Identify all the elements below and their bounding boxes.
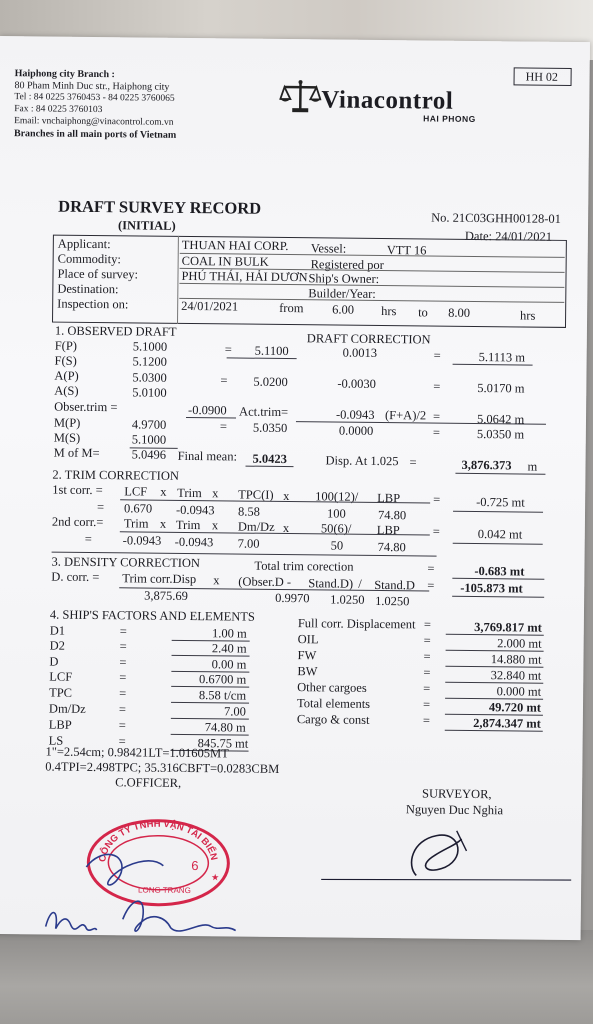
eq-sign: = — [423, 665, 431, 680]
commodity-value: COAL IN BULK — [181, 253, 269, 269]
h-stand-d-2: Stand.D — [374, 577, 415, 593]
fp-label: F(P) — [54, 338, 78, 353]
h-trim-corr-disp: Trim corr.Disp — [122, 571, 197, 587]
element-label: Full corr. Displacement — [297, 616, 416, 632]
final-mean-value: 5.0423 — [252, 451, 288, 467]
hrs-label-1: hrs — [381, 304, 397, 319]
eq-sign: = — [423, 681, 431, 696]
eq-sign: = — [432, 425, 441, 440]
eq-sign: = — [423, 633, 431, 648]
applicant-value: THUAN HAI CORP. — [181, 237, 289, 254]
aft-result: 5.0170 m — [477, 381, 525, 396]
element-value: 14.880 mt — [490, 652, 542, 667]
obs-trim-value: -0.0900 — [188, 402, 227, 418]
second-val-50: 50 — [330, 538, 344, 553]
eq-sign: = — [427, 578, 435, 593]
ms-value: 5.1000 — [131, 432, 167, 447]
element-value: 3,769.817 mt — [474, 619, 542, 635]
density-heading: 3. DENSITY CORRECTION — [51, 554, 201, 571]
forward-correction: 0.0013 — [342, 345, 378, 360]
first-val-tpc: 8.58 — [237, 504, 260, 519]
to-time: 8.00 — [448, 305, 471, 320]
forward-result: 5.1113 m — [478, 350, 526, 365]
eq-sign: = — [84, 531, 92, 546]
h-lbp: LBP — [377, 490, 401, 506]
final-mean-label: Final mean: — [177, 448, 238, 464]
act-trim-value: -0.0943 — [335, 407, 375, 422]
fa2-value: 5.0642 m — [476, 412, 525, 427]
registered-port-label: Registered por — [310, 257, 384, 273]
first-corr-result: -0.725 mt — [476, 495, 525, 510]
vessel-value: VTT 16 — [386, 243, 427, 258]
as-value: 5.0100 — [132, 385, 167, 400]
act-trim-label: Act.trim= — [239, 404, 289, 420]
as-label: A(S) — [54, 383, 79, 398]
ap-value: 5.0300 — [132, 370, 167, 385]
form-code-box — [514, 67, 572, 86]
builder-label: Builder/Year: — [308, 286, 376, 301]
factor-value: 74.80 m — [204, 720, 246, 735]
first-val-lcf: 0.670 — [123, 501, 153, 516]
document-title: DRAFT SURVEY RECORD — [58, 196, 262, 218]
surveyor-name: Nguyen Duc Nghia — [405, 802, 504, 818]
first-val-100: 100 — [326, 506, 346, 521]
destination-label: Destination: — [57, 281, 119, 297]
fs-value: 5.1200 — [132, 354, 168, 369]
owner-label: Ship's Owner: — [308, 271, 380, 286]
factor-label: LBP — [48, 717, 72, 732]
eq-sign: = — [220, 373, 228, 388]
times-sign: x — [283, 488, 290, 504]
mid-mean: 5.0350 — [252, 420, 288, 436]
eq-sign: = — [118, 734, 126, 749]
factor-label: LS — [48, 733, 64, 748]
branch-address: 80 Pham Minh Duc str., Haiphong city — [14, 80, 170, 93]
surveyor-label: SURVEYOR, — [422, 786, 492, 802]
eq-sign: = — [422, 697, 431, 712]
second-val-lbp: 74.80 — [377, 539, 406, 555]
eq-sign: = — [433, 379, 441, 394]
ms-label: M(S) — [53, 430, 81, 445]
eq-sign: = — [119, 670, 127, 685]
scales-logo-icon — [279, 79, 321, 113]
forward-mean: 5.1100 — [254, 343, 289, 359]
total-trim-value: -0.683 mt — [474, 563, 525, 579]
stamp-star: ★ — [211, 872, 220, 883]
eq-sign: = — [224, 342, 232, 357]
factor-value: 845.75 mt — [197, 736, 249, 751]
eq-sign: = — [119, 686, 127, 701]
element-label: BW — [297, 664, 318, 679]
factor-label: D — [49, 654, 59, 669]
element-label: FW — [297, 648, 317, 663]
logo-name: Vinacontrol — [321, 86, 454, 115]
eq-sign: = — [423, 617, 431, 632]
conversion-line-1: 1"=2.54cm; 0.98421LT=1.01605MT — [45, 744, 229, 761]
officer-label: C.OFFICER, — [115, 775, 182, 790]
h-dmdz: Dm/Dz — [237, 519, 275, 534]
factor-value: 0.6700 m — [198, 672, 247, 687]
applicant-label: Applicant: — [57, 236, 111, 252]
first-corr-label: 1st corr. = — [52, 482, 103, 498]
ap-label: A(P) — [54, 368, 79, 383]
factors-heading: 4. SHIP'S FACTORS AND ELEMENTS — [49, 607, 255, 624]
factor-label: TPC — [49, 685, 73, 700]
h-stand-d-1: Stand.D) — [308, 576, 354, 591]
eq-sign: = — [422, 713, 430, 728]
element-value: 2.000 mt — [497, 636, 542, 651]
element-label: Other cargoes — [297, 680, 367, 695]
density-val-std1: 1.0250 — [330, 592, 365, 607]
commodity-label: Commodity: — [57, 251, 121, 267]
times-sign: x — [211, 518, 219, 533]
times-sign: x — [282, 520, 290, 536]
times-sign: x — [160, 484, 167, 499]
mp-value: 4.9700 — [131, 417, 167, 432]
eq-sign: = — [118, 718, 126, 733]
h-trim-a: Trim — [123, 516, 149, 531]
second-corr-label: 2nd corr.= — [51, 514, 104, 530]
branch-name: Haiphong city Branch : — [14, 68, 115, 81]
factor-value: 2.40 m — [211, 641, 247, 656]
aft-correction: -0.0030 — [337, 376, 376, 391]
place-value: PHÚ THÁI, HẢI DƯƠN — [181, 268, 308, 285]
h-100-12: 100(12)/ — [315, 489, 359, 504]
factor-value: 7.00 — [223, 704, 247, 719]
dcorr-label: D. corr. = — [51, 569, 100, 585]
factor-value: 0.00 m — [211, 657, 247, 672]
second-corr-result: 0.042 mt — [477, 527, 523, 542]
first-val-lbp: 74.80 — [377, 507, 407, 523]
vessel-label: Vessel: — [310, 241, 347, 256]
stamp-sub: LONG TRANG — [138, 885, 191, 896]
eq-sign: = — [432, 409, 441, 424]
branch-tel: Tel : 84 0225 3760453 - 84 0225 3760065 — [14, 92, 175, 104]
factor-label: Dm/Dz — [48, 701, 86, 716]
eq-sign: = — [423, 649, 431, 664]
density-val-disp: 3,875.69 — [144, 588, 188, 603]
fs-label: F(S) — [54, 353, 77, 368]
density-result: -105.873 mt — [460, 580, 523, 596]
eq-sign: = — [433, 492, 441, 507]
factor-value: 8.58 t/cm — [198, 688, 247, 703]
draft-correction-heading: DRAFT CORRECTION — [306, 331, 431, 347]
branches-note: Branches in all main ports of Vietnam — [13, 128, 177, 141]
record-date: Date: 24/01/2021 — [464, 228, 553, 244]
slash-sign: / — [358, 576, 362, 591]
branch-fax: Fax : 84 0225 3760103 — [14, 104, 103, 116]
factor-value: 1.00 m — [211, 626, 247, 641]
logo-subtitle: HAI PHONG — [423, 113, 476, 124]
eq-sign: = — [432, 524, 440, 539]
conversion-line-2: 0.4TPI=2.498TPC; 35.316CBFT=0.0283CBM — [45, 759, 280, 776]
document-subtitle: (INITIAL) — [117, 218, 176, 233]
eq-sign: = — [409, 455, 417, 470]
stamp-number: 6 — [191, 858, 199, 874]
disp-label: Disp. At 1.025 — [325, 453, 399, 469]
factor-label: D2 — [49, 638, 65, 653]
stamp-text: CÔNG TY TNHH VẬN TẢI BIỂN — [97, 818, 220, 863]
form-code: HH 02 — [525, 69, 559, 84]
mid-correction: 0.0000 — [338, 423, 374, 438]
eq-sign: = — [119, 624, 127, 639]
eq-sign: = — [427, 561, 435, 576]
factor-label: D1 — [49, 623, 66, 638]
fp-value: 5.1000 — [132, 339, 168, 354]
element-label: Total elements — [296, 696, 371, 711]
times-sign: x — [159, 516, 167, 531]
obs-trim-label: Obser.trim = — [54, 399, 118, 415]
h-tpc: TPC(I) — [238, 487, 274, 502]
displacement-value: 3,876.373 — [461, 457, 512, 473]
eq-sign: = — [119, 655, 127, 670]
inspection-label: Inspection on: — [57, 296, 129, 312]
fa2-label: (F+A)/2 — [384, 408, 427, 423]
h-lcf: LCF — [124, 484, 148, 499]
eq-sign: = — [118, 702, 127, 717]
observed-draft-heading: 1. OBSERVED DRAFT — [54, 323, 177, 339]
mofm-label: M of M= — [53, 445, 100, 461]
surveyor-signature — [316, 819, 577, 892]
aft-mean: 5.0200 — [253, 374, 288, 390]
factor-label: LCF — [49, 669, 73, 684]
element-value: 0.000 mt — [496, 684, 542, 699]
mp-label: M(P) — [53, 415, 81, 430]
first-val-trim: -0.0943 — [175, 502, 215, 518]
h-50-6: 50(6)/ — [320, 521, 352, 536]
h-obser-d: (Obser.D - — [238, 574, 292, 590]
second-val-dmdz: 7.00 — [237, 536, 260, 551]
record-number: No. 21C03GHH00128-01 — [431, 210, 562, 226]
branch-email: Email: vnchaiphong@vinacontrol.com.vn — [14, 116, 174, 128]
density-val-obs: 0.9970 — [275, 590, 310, 606]
eq-sign: = — [119, 639, 127, 654]
times-sign: x — [212, 486, 219, 501]
second-val-trim-a: -0.0943 — [122, 533, 162, 548]
eq-sign: = — [219, 419, 228, 434]
element-value: 2,874.347 mt — [473, 715, 541, 731]
to-label: to — [418, 305, 428, 320]
eq-sign: = — [96, 500, 105, 515]
second-val-trim-b: -0.0943 — [174, 534, 214, 550]
total-trim-label: Total trim corection — [254, 558, 354, 574]
mofm-value: 5.0496 — [131, 447, 167, 462]
officer-signature — [30, 826, 251, 958]
inspection-date: 24/01/2021 — [181, 298, 239, 314]
h-lbp-2: LBP — [376, 522, 400, 538]
mid-result: 5.0350 m — [476, 427, 525, 442]
element-label: Cargo & const — [296, 712, 370, 727]
element-label: OIL — [297, 632, 319, 647]
element-value: 49.720 mt — [488, 700, 542, 715]
density-val-std2: 1.0250 — [375, 593, 410, 609]
hrs-label-2: hrs — [520, 308, 536, 323]
element-value: 32.840 mt — [490, 668, 542, 683]
h-trim-b: Trim — [175, 517, 201, 533]
eq-sign: = — [433, 348, 441, 363]
times-sign: x — [213, 573, 220, 588]
trim-correction-heading: 2. TRIM CORRECTION — [52, 467, 179, 483]
from-label: from — [279, 300, 304, 316]
from-time: 6.00 — [332, 302, 355, 317]
place-label: Place of survey: — [57, 266, 139, 282]
h-trim: Trim — [177, 485, 202, 501]
displacement-unit: m — [527, 459, 538, 474]
document-page — [0, 36, 590, 940]
